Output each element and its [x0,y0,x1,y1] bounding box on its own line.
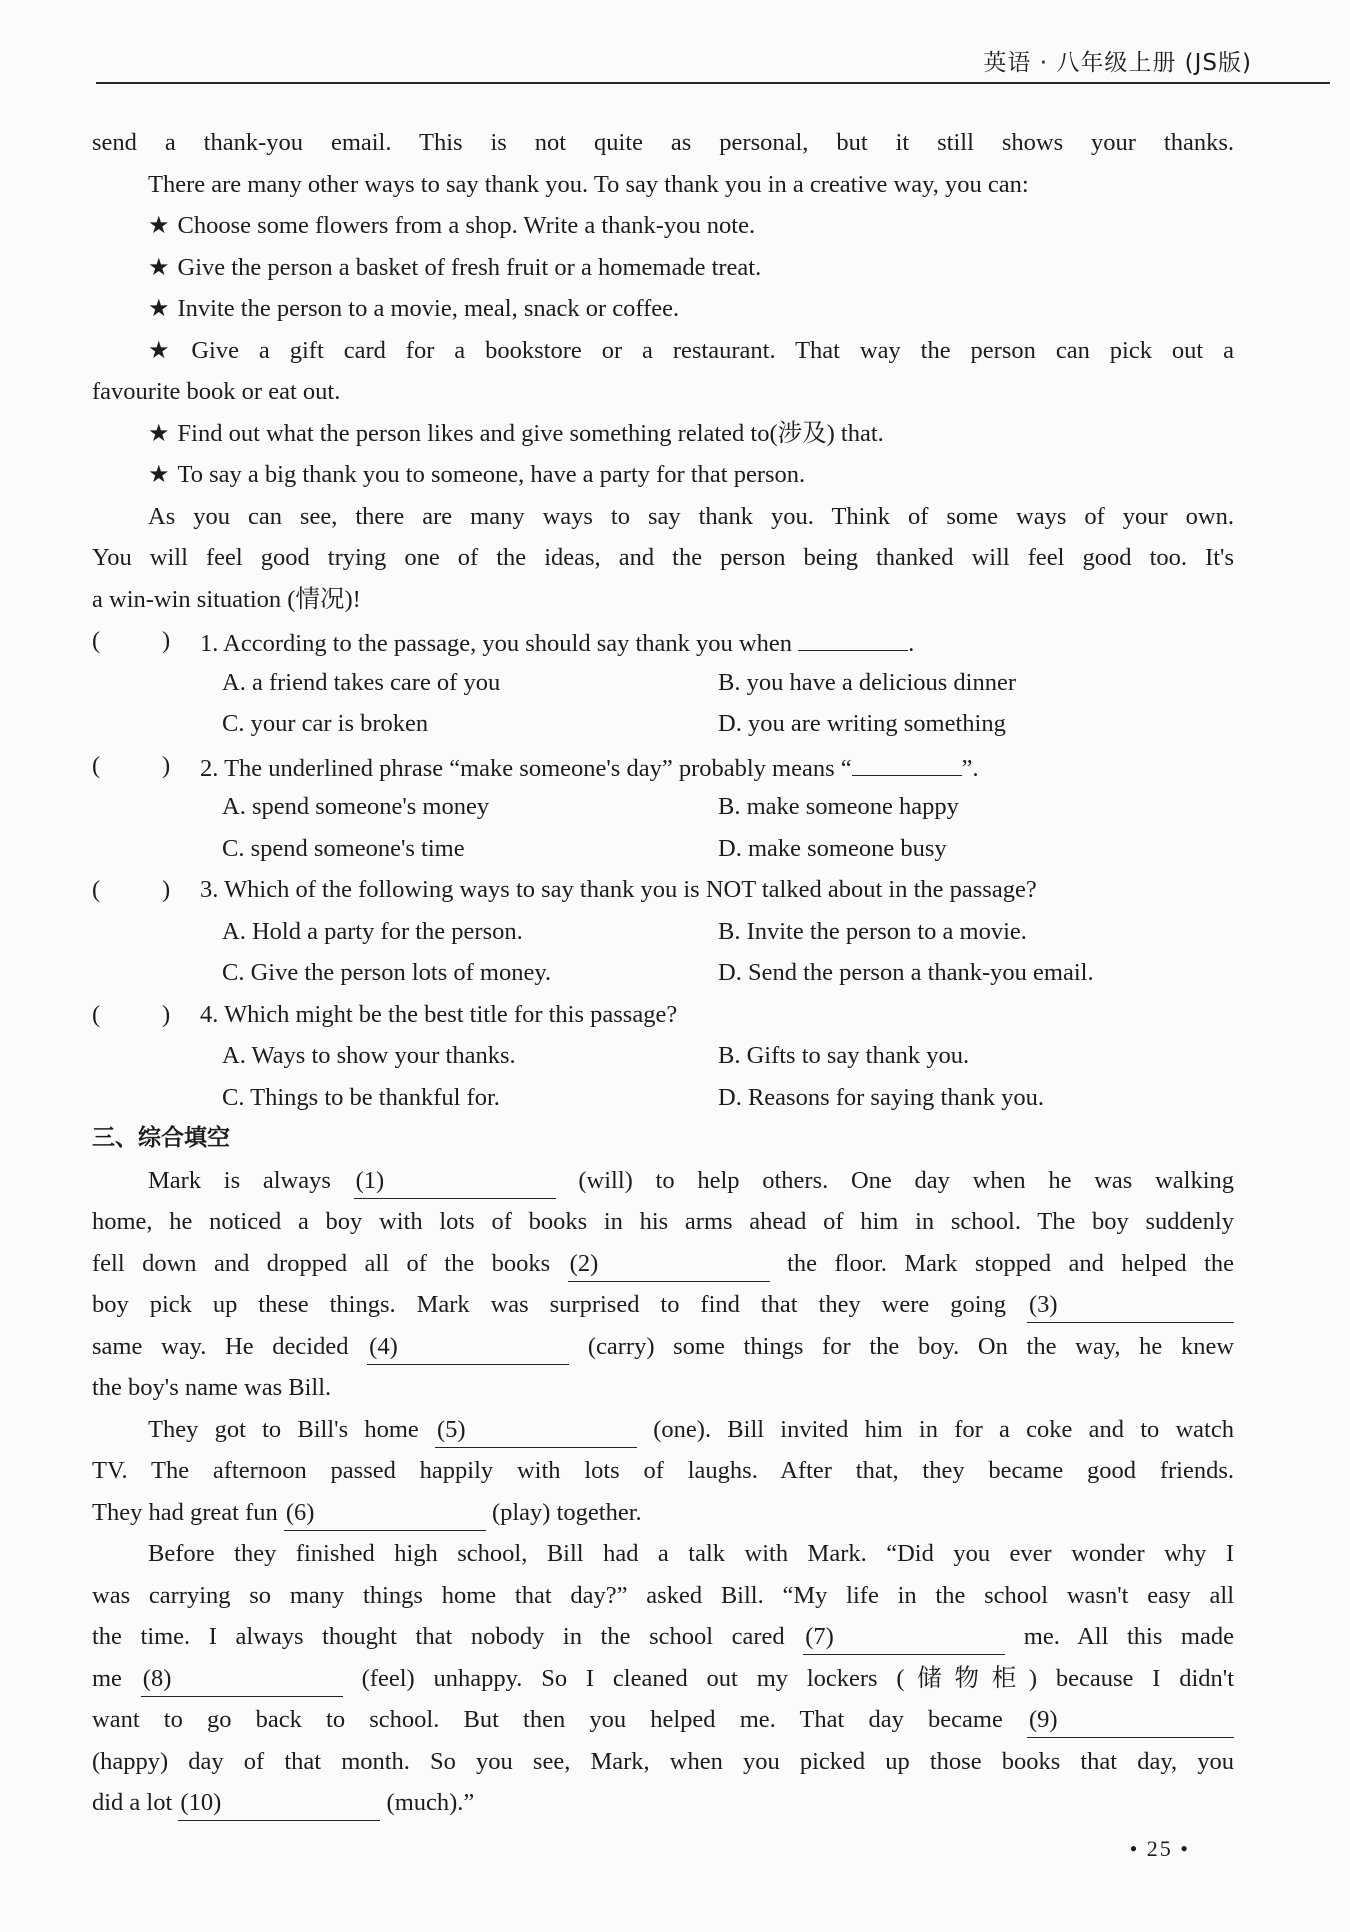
options-row [92,952,1234,994]
option-b[interactable]: B. Gifts to say thank you. [718,1042,970,1069]
option-a[interactable]: A. Hold a party for the person. [222,917,523,945]
question-4 [92,994,1234,1036]
header-divider [96,82,1330,84]
cloze-line: Mark is always (1) (will) to help others. One day when he was walking [92,1160,1234,1202]
question-number: 2. [200,754,219,782]
answer-paren-open: ( [92,627,101,654]
option-d[interactable]: D. Reasons for saying thank you. [718,1083,1044,1111]
option-c[interactable]: C. Things to be thankful for. [222,1083,500,1111]
passage-line: You will feel good trying one of the ideas, and the person being thanked will feel good too. It's [92,544,1234,571]
answer-paren-close: ) [162,627,171,654]
answer-paren-close: ) [162,876,171,903]
star-icon: ★ [148,460,170,488]
cloze-line: fell down and dropped all of the books (2) the floor. Mark stopped and helped the [92,1243,1234,1285]
answer-paren-close: ) [162,751,171,779]
star-icon: ★ [148,252,170,281]
passage-line: send a thank-you email. This is not quite as personal, but it still shows your thanks. [92,129,1234,156]
page-number: • 25 • [1129,1836,1190,1861]
cloze-blank-3[interactable]: (3) [1027,1288,1234,1323]
passage-line: favourite book or eat out. [92,378,341,405]
option-a[interactable]: A. a friend takes care of you [222,668,501,696]
options-row [92,786,1234,828]
cloze-blank-8[interactable]: (8) [141,1662,343,1697]
page-content [92,122,1234,1824]
question-number: 3. [200,876,219,903]
option-b[interactable]: B. Invite the person to a movie. [718,917,1027,945]
option-d[interactable]: D. you are writing something [718,710,1006,737]
option-c[interactable]: C. spend someone's time [222,834,465,862]
cloze-blank-10[interactable]: (10) [178,1786,380,1821]
list-item: ★ Give a gift card for a bookstore or a restaurant. That way the person can pick out a [148,335,1235,364]
question-3 [92,869,1234,911]
cloze-line: the time. I always thought that nobody in the school cared (7) me. All this made [92,1616,1234,1658]
answer-paren-open: ( [92,876,101,903]
question-number: 4. [200,1000,219,1028]
option-d[interactable]: D. make someone busy [718,834,947,862]
cloze-line: (happy) day of that month. So you see, Mark, when you picked up those books that day, you [92,1747,1234,1775]
question-tail: ”. [961,754,979,782]
cloze-line: home, he noticed a boy with lots of books in his arms ahead of him in school. The boy suddenly [92,1208,1234,1235]
question-text: The underlined phrase “make someone's day” probably means “ [224,754,852,782]
section-title: 三、综合填空 [92,1125,230,1151]
passage-line: As you can see, there are many ways to say thank you. Think of some ways of your own. [148,502,1234,530]
cloze-blank-1[interactable]: (1) [354,1164,556,1199]
cloze-blank-9[interactable]: (9) [1027,1703,1234,1738]
question-2 [92,745,1234,787]
star-icon: ★ [148,294,170,322]
question-text: Which of the following ways to say thank you is NOT talked about in the passage? [224,876,1037,903]
cloze-line: was carrying so many things home that day?” asked Bill. “My life in the school wasn't easy all [92,1581,1234,1609]
cloze-line: did a lot (10) (much).” [92,1782,1234,1824]
question-text: According to the passage, you should say thank you when [223,630,792,657]
cloze-line: Before they finished high school, Bill had a talk with Mark. “Did you ever wonder why I [148,1540,1234,1567]
cloze-blank-6[interactable]: (6) [284,1496,486,1531]
list-item: ★ Find out what the person likes and give something related to(涉及) that. [148,418,884,447]
passage-line: a win-win situation (情况)! [92,585,361,613]
question-1 [92,620,1234,662]
option-b[interactable]: B. you have a delicious dinner [718,668,1017,696]
cloze-line: want to go back to school. But then you helped me. That day became (9) [92,1699,1234,1741]
cloze-blank-4[interactable]: (4) [367,1330,569,1365]
list-item: ★ Choose some flowers from a shop. Write a thank-you note. [148,211,756,239]
cloze-line: same way. He decided (4) (carry) some things for the boy. On the way, he knew [92,1326,1234,1368]
answer-paren-open: ( [92,751,101,779]
cloze-blank-2[interactable]: (2) [568,1247,770,1282]
cloze-blank-5[interactable]: (5) [435,1413,637,1448]
option-b[interactable]: B. make someone happy [718,793,959,820]
options-row [92,828,1234,870]
list-item: ★ Invite the person to a movie, meal, snack or coffee. [148,294,680,322]
passage-line: There are many other ways to say thank you. To say thank you in a creative way, you can: [148,170,1029,198]
answer-paren-close: ) [162,1000,171,1028]
question-number: 1. [200,630,219,657]
answer-blank[interactable] [798,620,908,651]
answer-blank[interactable] [852,745,962,776]
options-row [92,1035,1234,1077]
list-item: ★ Give the person a basket of fresh fruit or a homemade treat. [148,252,762,281]
cloze-line: boy pick up these things. Mark was surprised to find that they were going (3) [92,1284,1234,1326]
option-a[interactable]: A. Ways to show your thanks. [222,1042,516,1069]
cloze-line: They had great fun (6) (play) together. [92,1492,1234,1534]
cloze-line: me (8) (feel) unhappy. So I cleaned out my lockers (储物柜) because I didn't [92,1658,1234,1700]
options-row [92,911,1234,953]
star-icon: ★ [148,211,170,239]
question-tail: . [908,630,915,657]
header-title: 英语 · 八年级上册 (JS版) [983,50,1252,76]
answer-paren-open: ( [92,1000,101,1028]
options-row [92,703,1234,745]
star-icon: ★ [148,335,184,364]
option-c[interactable]: C. your car is broken [222,710,429,737]
cloze-blank-7[interactable]: (7) [803,1620,1005,1655]
option-d[interactable]: D. Send the person a thank-you email. [718,959,1094,986]
options-row [92,662,1234,704]
option-c[interactable]: C. Give the person lots of money. [222,959,552,986]
question-text: Which might be the best title for this passage? [224,1000,678,1028]
cloze-line: They got to Bill's home (5) (one). Bill invited him in for a coke and to watch [92,1409,1234,1451]
star-icon: ★ [148,418,170,447]
list-item: ★ To say a big thank you to someone, have a party for that person. [148,460,806,488]
option-a[interactable]: A. spend someone's money [222,793,490,820]
cloze-line: TV. The afternoon passed happily with lots of laughs. After that, they became good friends. [92,1457,1234,1484]
options-row [92,1077,1234,1119]
cloze-line: the boy's name was Bill. [92,1374,332,1401]
